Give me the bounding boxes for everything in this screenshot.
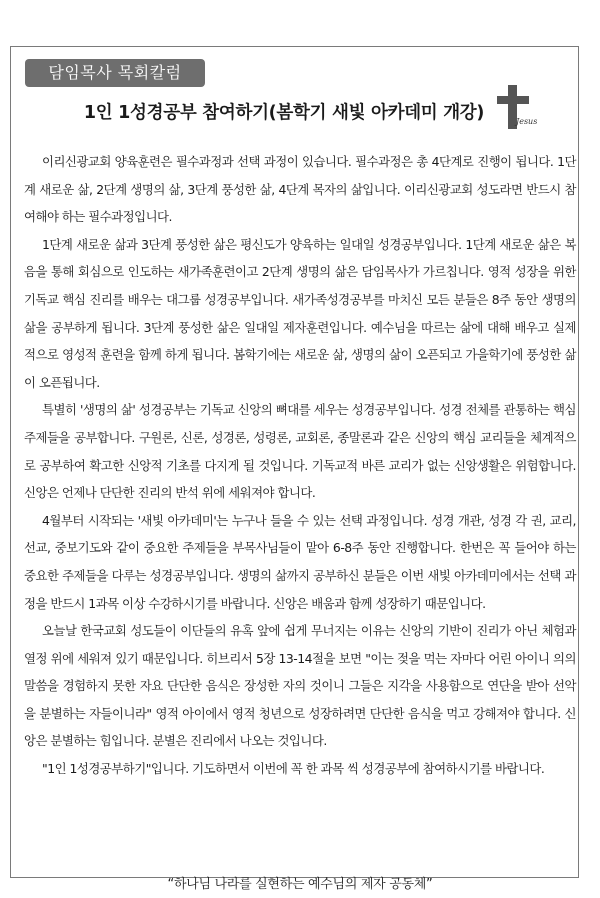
column-label: 담임목사 목회칼럼: [25, 59, 205, 87]
paragraph-1: 이리신광교회 양육훈련은 필수과정과 선택 과정이 있습니다. 필수과정은 총 4단계로 진행이 됩니다. 1단계 새로운 삶, 2단계 생명의 삶, 3단계 풍성한 삶, 4단계 목자의 삶입니다. 이리신광교회 성도라면 반드시 참여해야 하는 필수과정입니다.: [24, 154, 576, 225]
footer-motto: “하나님 나라를 실현하는 예수님의 제자 공동체”: [167, 877, 433, 892]
paragraph-4: 4월부터 시작되는 '새빛 아카데미'는 누구나 들을 수 있는 선택 과정입니다. 성경 개관, 성경 각 권, 교리, 선교, 중보기도와 같이 중요한 주제들을 부목사님들이 맡아 6-8주 동안 진행합니다. 한번은 꼭 들어야 하는 중요한 주제들을 다루는 성경공부입니다. 생명의 삶까지 공부하신 분들은 이번 새빛 아카데미에서는 선택 과정을 반드시 1과목 이상 수강하시기를 바랍니다. 신앙은 배움과 함께 성장하기 때문입니다.: [24, 512, 576, 611]
paragraph-5: 오늘날 한국교회 성도들이 이단들의 유혹 앞에 쉽게 무너지는 이유는 신앙의 기반이 진리가 아닌 체험과 열정 위에 세워져 있기 때문입니다. 히브리서 5장 13-14절을 보면 "이는 젖을 먹는 자마다 어린 아이니 의의 말씀을 경험하지 못한 자요 단단한 음식은 장성한 자의 것이니 그들은 지각을 사용함으로 연단을 받아 선악을 분별하는 자들이니라" 영적 아이에서 영적 청년으로 성장하려면 단단한 음식을 먹고 강해져야 합니다. 신앙은 분별하는 힘입니다. 분별은 진리에서 나오는 것입니다.: [24, 623, 576, 749]
jesus-emblem-text: Jesus: [516, 117, 538, 126]
paragraph-3: 특별히 '생명의 삶' 성경공부는 기독교 신앙의 뼈대를 세우는 성경공부입니다. 성경 전체를 관통하는 핵심 주제들을 공부합니다. 구원론, 신론, 성경론, 성령론, 교회론, 종말론과 같은 신앙의 핵심 교리들을 체계적으로 공부하여 확고한 신앙적 기초를 다지게 될 것입니다. 기독교적 바른 교리가 없는 신앙생활은 위험합니다. 신앙은 언제나 단단한 진리의 반석 위에 세워져야 합니다.: [24, 402, 576, 501]
column-body: [24, 148, 576, 783]
page-title: 1인 1성경공부 참여하기(봄학기 새빛 아카데미 개강): [83, 103, 485, 123]
paragraph-6: "1인 1성경공부하기"입니다. 기도하면서 이번에 꼭 한 과목 씩 성경공부에 참여하시기를 바랍니다.: [42, 761, 545, 777]
paragraph-2: 1단계 새로운 삶과 3단계 풍성한 삶은 평신도가 양육하는 일대일 성경공부입니다. 1단계 새로운 삶은 복음을 통해 회심으로 인도하는 새가족훈련이고 2단계 생명의 삶은 담임목사가 가르칩니다. 영적 성장을 위한 기독교 핵심 진리를 배우는 대그룹 성경공부입니다. 새가족성경공부를 마치신 모든 분들은 8주 동안 생명의 삶을 공부하게 됩니다. 3단계 풍성한 삶은 일대일 제자훈련입니다. 예수님을 따르는 삶에 대해 배우고 실제적으로 영성적 훈련을 함께 하게 됩니다. 봄학기에는 새로운 삶, 생명의 삶이 오픈되고 가을학기에 풍성한 삶이 오픈됩니다.: [24, 236, 576, 390]
cross-horizontal-bar: [497, 96, 529, 104]
